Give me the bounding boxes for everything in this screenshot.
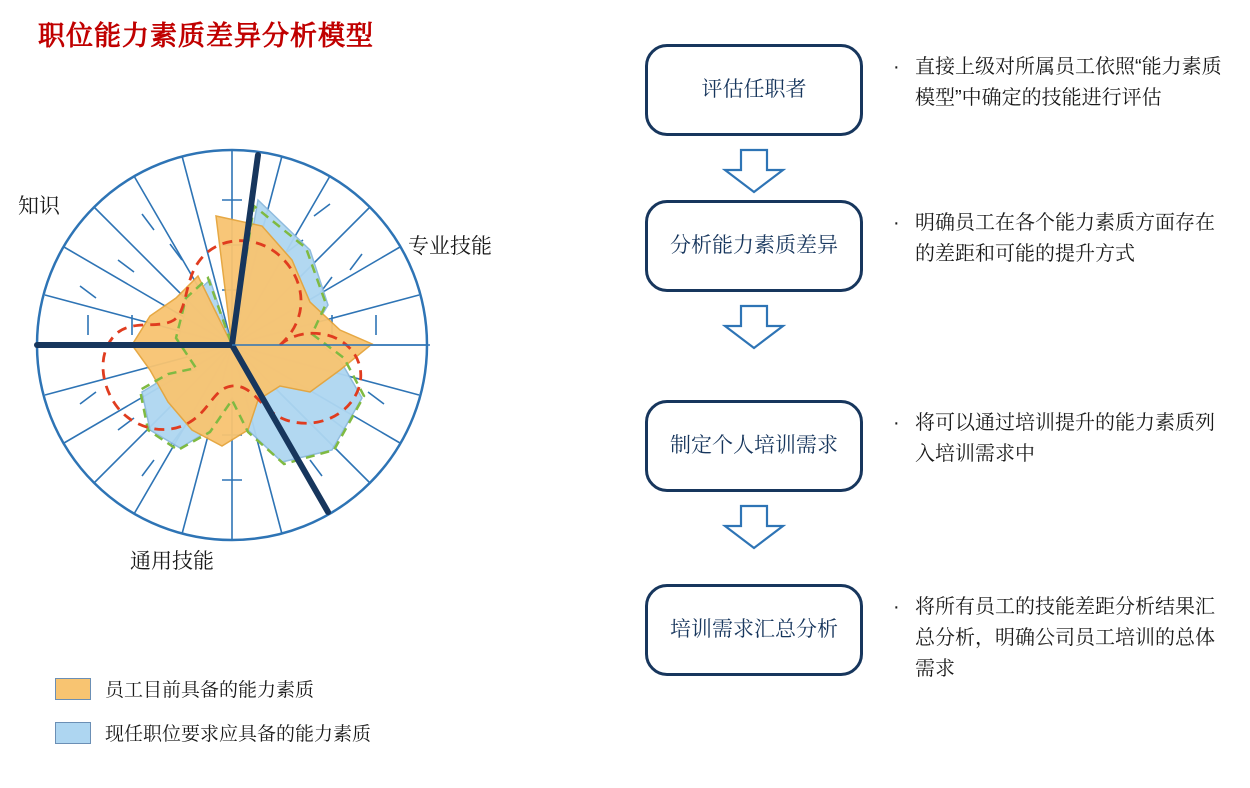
flow-step-1	[645, 44, 863, 136]
down-arrow-icon-1	[721, 148, 787, 194]
flow-note-text-4: 将所有员工的技能差距分析结果汇总分析，明确公司员工培训的总体需求	[915, 596, 1215, 680]
legend-item-current	[55, 675, 555, 702]
radar-label-knowledge: 知识	[18, 195, 60, 218]
radar-chart-svg	[10, 130, 570, 630]
legend-label-required: 现任职位要求应具备的能力素质	[105, 724, 372, 745]
flow-step-4	[645, 584, 863, 676]
legend-item-required	[55, 719, 555, 746]
flow-box-evaluate[interactable]: 评估任职者	[645, 44, 863, 136]
radar-label-professional-skill: 专业技能	[408, 235, 492, 258]
bullet-icon-1: ·	[893, 56, 900, 78]
flow-box-analyze-gap[interactable]: 分析能力素质差异	[645, 200, 863, 292]
bullet-icon-2: ·	[893, 212, 900, 234]
legend	[55, 675, 555, 763]
flow-note-4	[893, 592, 1223, 685]
flow-box-individual-training[interactable]: 制定个人培训需求	[645, 400, 863, 492]
legend-swatch-required	[55, 722, 91, 744]
flow-note-3	[893, 408, 1223, 470]
radar-label-general-skill: 通用技能	[130, 550, 214, 573]
down-arrow-icon-3	[721, 504, 787, 550]
legend-swatch-current	[55, 678, 91, 700]
flow-note-text-1: 直接上级对所属员工依照“能力素质模型”中确定的技能进行评估	[915, 56, 1222, 109]
process-flow	[645, 44, 1245, 784]
legend-label-current: 员工目前具备的能力素质	[105, 680, 315, 701]
flow-note-text-3: 将可以通过培训提升的能力素质列入培训需求中	[915, 412, 1215, 465]
flow-note-1	[893, 52, 1223, 114]
radar-chart	[10, 130, 570, 630]
flow-step-3	[645, 400, 863, 492]
flow-note-2	[893, 208, 1223, 270]
bullet-icon-3: ·	[893, 412, 900, 434]
flow-step-2	[645, 200, 863, 292]
bullet-icon-4: ·	[893, 596, 900, 618]
flow-note-text-2: 明确员工在各个能力素质方面存在的差距和可能的提升方式	[915, 212, 1215, 265]
flow-box-summary-analysis[interactable]: 培训需求汇总分析	[645, 584, 863, 676]
down-arrow-icon-2	[721, 304, 787, 350]
page-title: 职位能力素质差异分析模型	[38, 21, 374, 51]
